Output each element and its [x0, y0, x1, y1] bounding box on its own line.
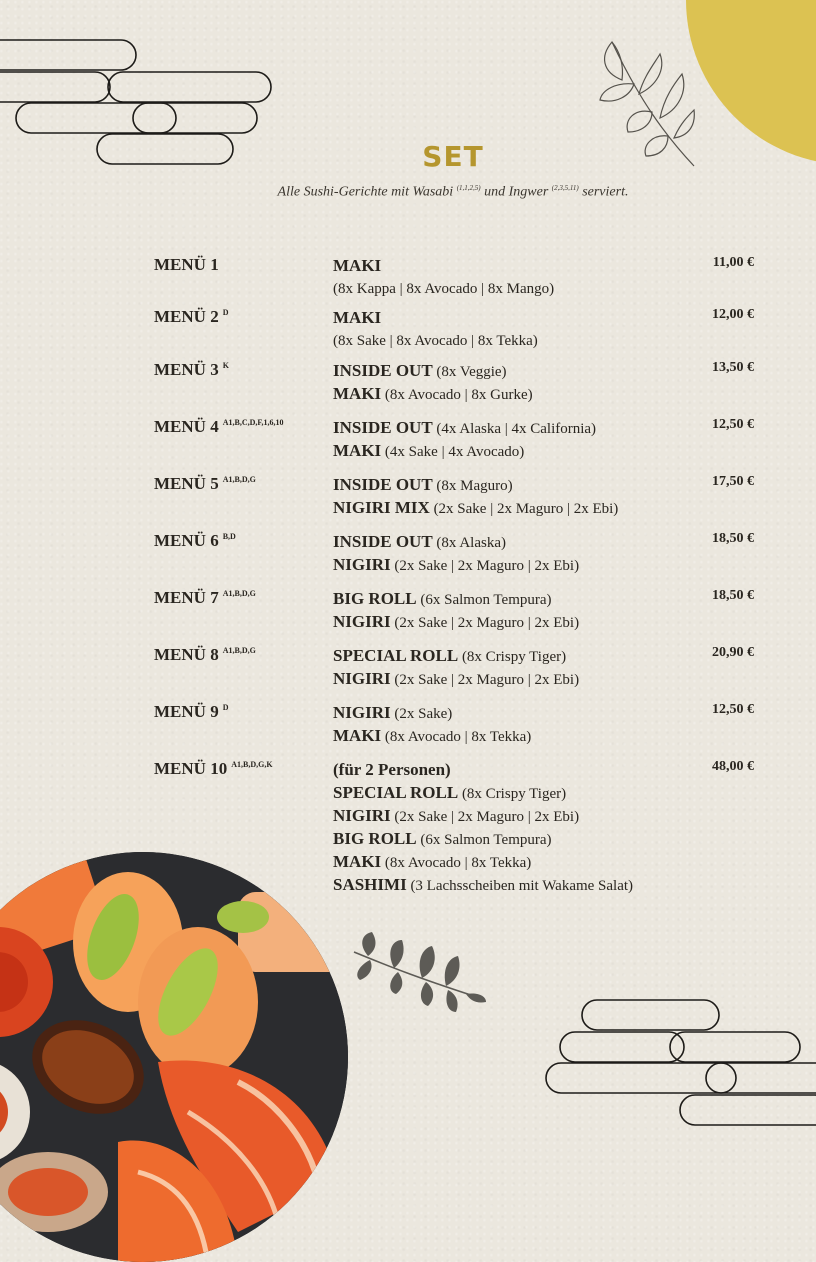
menu-item-detail: (6x Salmon Tempura) — [420, 832, 552, 848]
menu-line — [333, 668, 693, 691]
menu-item-name: MAKI — [333, 441, 382, 460]
menu-name — [154, 588, 256, 608]
menu-name — [154, 759, 273, 779]
menu-description — [333, 474, 693, 520]
menu-item-name: MAKI — [333, 384, 382, 403]
menu-item-name: NIGIRI MIX — [333, 498, 430, 517]
menu-name-label: MENÜ 4 — [154, 417, 219, 436]
menu-item-detail: (2x Sake | 2x Maguro | 2x Ebi) — [394, 558, 580, 574]
menu-allergens: A1,B,D,G — [222, 589, 256, 598]
menu-line — [333, 725, 693, 748]
menu-item-name: INSIDE OUT — [333, 475, 433, 494]
menu-item-name: MAKI — [333, 256, 382, 275]
menu-item-detail: (8x Crispy Tiger) — [461, 786, 567, 802]
menu-item-detail: (8x Kappa | 8x Avocado | 8x Mango) — [333, 281, 555, 297]
menu-price: 48,00 € — [712, 759, 754, 774]
menu-item-detail: (4x Alaska | 4x California) — [436, 421, 597, 437]
menu-name-label: MENÜ 2 — [154, 307, 219, 326]
menu-item-name: SPECIAL ROLL — [333, 783, 459, 802]
menu-item-detail: (3 Lachsscheiben mit Wakame Salat) — [410, 878, 634, 894]
menu-item-detail: (4x Sake | 4x Avocado) — [384, 444, 525, 460]
menu-item-detail: (2x Sake | 2x Maguro | 2x Ebi) — [394, 615, 580, 631]
menu-item-name: SPECIAL ROLL — [333, 646, 459, 665]
menu-line — [333, 307, 693, 330]
menu-price: 17,50 € — [712, 474, 754, 489]
menu-line — [333, 330, 693, 352]
menu-name-label: MENÜ 6 — [154, 531, 219, 550]
menu-description — [333, 255, 693, 300]
menu-allergens: A1,B,D,G — [222, 475, 256, 484]
menu-line — [333, 440, 693, 463]
menu-description — [333, 307, 693, 352]
menu-item-detail: (8x Avocado | 8x Tekka) — [384, 855, 532, 871]
menu-item-name: INSIDE OUT — [333, 361, 433, 380]
menu-allergens: A1,B,D,G — [222, 646, 256, 655]
menu-line — [333, 805, 693, 828]
menu-allergens: K — [222, 361, 229, 370]
subtitle-start: Alle Sushi-Gerichte mit Wasabi — [277, 184, 454, 200]
pill-cloud-icon — [540, 997, 816, 1129]
menu-line — [333, 360, 693, 383]
menu-line — [333, 611, 693, 634]
menu-allergens: D — [222, 308, 229, 317]
menu-price: 20,90 € — [712, 645, 754, 660]
wasabi-allergens: (1,1,2,5) — [456, 184, 481, 192]
menu-description — [333, 759, 693, 897]
leaf-branch-icon — [348, 922, 488, 1018]
menu-line — [333, 417, 693, 440]
menu-name — [154, 474, 256, 494]
menu-line — [333, 828, 693, 851]
menu-allergens: A1,B,C,D,F,1,6,10 — [222, 418, 284, 427]
menu-description — [333, 645, 693, 691]
menu-name — [154, 255, 219, 275]
menu-price: 12,50 € — [712, 417, 754, 432]
menu-line — [333, 554, 693, 577]
menu-line — [333, 759, 693, 782]
menu-line — [333, 278, 693, 300]
menu-name-label: MENÜ 7 — [154, 588, 219, 607]
menu-item-name: INSIDE OUT — [333, 418, 433, 437]
menu-price: 11,00 € — [712, 255, 754, 270]
menu-price: 12,50 € — [712, 702, 754, 717]
menu-description — [333, 360, 693, 406]
menu-name — [154, 307, 228, 327]
menu-allergens: A1,B,D,G,K — [231, 760, 273, 769]
menu-name-label: MENÜ 1 — [154, 255, 219, 274]
menu-item-name: BIG ROLL — [333, 829, 417, 848]
menu-name-label: MENÜ 3 — [154, 360, 219, 379]
menu-line — [333, 497, 693, 520]
menu-item-detail: (8x Avocado | 8x Gurke) — [384, 387, 533, 403]
ingwer-allergens: (2,3,5,11) — [551, 184, 579, 192]
menu-item-name: SASHIMI — [333, 875, 407, 894]
menu-price: 13,50 € — [712, 360, 754, 375]
menu-line — [333, 645, 693, 668]
menu-item-detail: (2x Sake) — [394, 706, 453, 722]
sushi-photo-illustration — [0, 852, 348, 1262]
menu-item-detail: (2x Sake | 2x Maguro | 2x Ebi) — [433, 501, 619, 517]
menu-item-name: MAKI — [333, 726, 382, 745]
menu-name — [154, 360, 229, 380]
menu-item-name: NIGIRI — [333, 806, 391, 825]
menu-item-name: NIGIRI — [333, 555, 391, 574]
menu-line — [333, 588, 693, 611]
menu-line — [333, 874, 693, 897]
menu-item-name: INSIDE OUT — [333, 532, 433, 551]
subtitle-end: serviert. — [582, 184, 629, 200]
menu-line — [333, 702, 693, 725]
menu-item-detail: (8x Avocado | 8x Tekka) — [384, 729, 532, 745]
menu-allergens: B,D — [222, 532, 236, 541]
sushi-photo — [0, 852, 348, 1262]
menu-item-detail: (8x Sake | 8x Avocado | 8x Tekka) — [333, 333, 538, 349]
menu-line — [333, 782, 693, 805]
menu-line — [333, 851, 693, 874]
page-title: SET — [422, 140, 484, 173]
menu-item-detail: (2x Sake | 2x Maguro | 2x Ebi) — [394, 809, 580, 825]
page-subtitle — [0, 184, 816, 201]
menu-line — [333, 255, 693, 278]
menu-price: 12,00 € — [712, 307, 754, 322]
menu-item-name: MAKI — [333, 308, 382, 327]
menu-item-detail: (8x Crispy Tiger) — [461, 649, 567, 665]
menu-name — [154, 417, 284, 437]
menu-name-label: MENÜ 8 — [154, 645, 219, 664]
menu-item-name: MAKI — [333, 852, 382, 871]
menu-item-detail: (6x Salmon Tempura) — [420, 592, 552, 608]
menu-description — [333, 417, 693, 463]
menu-name — [154, 702, 228, 722]
menu-price: 18,50 € — [712, 531, 754, 546]
menu-item-name: (für 2 Personen) — [333, 760, 451, 779]
menu-description — [333, 702, 693, 748]
menu-line — [333, 383, 693, 406]
menu-allergens: D — [222, 703, 229, 712]
menu-item-name: BIG ROLL — [333, 589, 417, 608]
menu-price: 18,50 € — [712, 588, 754, 603]
menu-item-name: NIGIRI — [333, 703, 391, 722]
menu-name — [154, 645, 256, 665]
menu-item-detail: (8x Veggie) — [436, 364, 507, 380]
menu-name-label: MENÜ 5 — [154, 474, 219, 493]
subtitle-mid: und Ingwer — [484, 184, 549, 200]
menu-item-name: NIGIRI — [333, 612, 391, 631]
menu-item-detail: (2x Sake | 2x Maguro | 2x Ebi) — [394, 672, 580, 688]
menu-line — [333, 531, 693, 554]
menu-description — [333, 531, 693, 577]
menu-name-label: MENÜ 10 — [154, 759, 228, 778]
menu-description — [333, 588, 693, 634]
menu-line — [333, 474, 693, 497]
menu-name — [154, 531, 236, 551]
menu-item-detail: (8x Alaska) — [436, 535, 506, 551]
menu-item-detail: (8x Maguro) — [436, 478, 513, 494]
menu-name-label: MENÜ 9 — [154, 702, 219, 721]
menu-item-name: NIGIRI — [333, 669, 391, 688]
